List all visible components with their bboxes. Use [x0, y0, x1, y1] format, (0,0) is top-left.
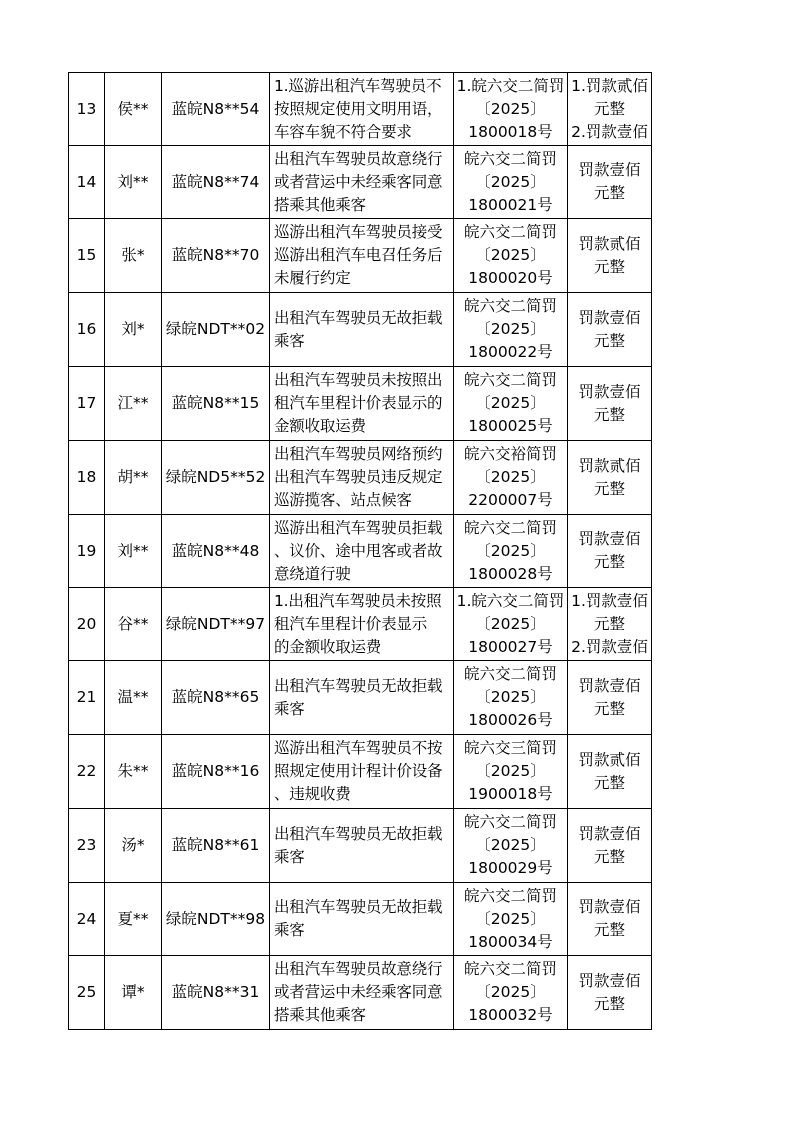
penalty-doc-number	[454, 73, 568, 146]
violation-fact-line: 巡游揽客、站点候客	[274, 491, 412, 509]
penalty-result-line: 元整	[593, 773, 625, 792]
violation-fact-line: 1.出租汽车驾驶员未按照	[274, 591, 442, 610]
penalty-doc-number	[454, 661, 568, 735]
violation-fact-lines	[274, 896, 453, 942]
penalty-doc-number-line: 皖六交二简罚	[463, 149, 557, 168]
penalty-result-line: 元整	[593, 994, 625, 1013]
penalty-doc-number-line: 1800026号	[468, 711, 553, 729]
penalty-doc-number-line: 1800020号	[468, 269, 553, 287]
penalty-result-lines	[568, 675, 651, 721]
penalty-result-line: 罚款壹佰	[578, 161, 641, 179]
plate-number: 蓝皖N8**31	[162, 956, 270, 1030]
penalty-doc-number-line: 〔2025〕	[475, 320, 546, 338]
violation-fact-lines	[274, 75, 453, 144]
penalty-doc-number-lines	[454, 443, 567, 512]
penalty-result-line: 罚款壹佰	[578, 971, 641, 990]
violation-fact-lines	[274, 737, 453, 806]
penalty-result-lines	[568, 307, 651, 353]
violation-fact	[270, 588, 454, 661]
row-number: 15	[69, 219, 105, 293]
penalty-doc-number-line: 皖六交二简罚	[463, 223, 557, 241]
penalty-result	[568, 293, 652, 367]
penalty-result	[568, 588, 652, 661]
penalty-doc-number-line: 〔2025〕	[475, 909, 546, 928]
driver-name: 刘**	[105, 515, 162, 588]
table-body	[69, 73, 652, 1030]
driver-name: 谷**	[105, 588, 162, 661]
violation-fact-line: 巡游出租汽车驾驶员拒载	[274, 518, 443, 537]
penalty-doc-number-line: 〔2025〕	[475, 762, 546, 780]
table-row	[69, 441, 652, 515]
penalty-result	[568, 661, 652, 735]
row-number: 24	[69, 883, 105, 956]
penalty-doc-number-line: 皖六交二简罚	[463, 960, 557, 978]
row-number: 19	[69, 515, 105, 588]
penalty-doc-number-lines	[454, 369, 567, 438]
penalty-doc-number-lines	[454, 148, 567, 217]
penalty-result	[568, 883, 652, 956]
penalty-result	[568, 146, 652, 219]
penalty-doc-number-line: 1800034号	[468, 932, 553, 951]
penalty-doc-number-line: 皖六交二简罚	[463, 297, 557, 315]
table-row	[69, 956, 652, 1030]
penalty-doc-number-lines	[454, 737, 567, 806]
penalty-doc-number	[454, 956, 568, 1030]
penalty-doc-number-line: 〔2025〕	[475, 541, 546, 560]
penalty-doc-number-lines	[454, 590, 567, 659]
driver-name: 刘*	[105, 293, 162, 367]
penalty-doc-number-line: 皖六交二简罚	[463, 371, 557, 389]
violation-fact-line: 车容车貌不符合要求	[274, 122, 412, 141]
violation-fact-line: 搭乘其他乘客	[274, 1006, 366, 1024]
violation-fact	[270, 219, 454, 293]
driver-name: 胡**	[105, 441, 162, 515]
penalty-doc-number-line: 1800025号	[468, 417, 553, 435]
penalty-result-line: 元整	[593, 921, 625, 939]
plate-number: 蓝皖N8**54	[162, 73, 270, 146]
row-number: 18	[69, 441, 105, 515]
violation-fact-line: 出租汽车驾驶员无故拒载	[274, 824, 443, 843]
driver-name: 温**	[105, 661, 162, 735]
violation-fact	[270, 883, 454, 956]
penalty-doc-number	[454, 441, 568, 515]
violation-fact-line: 意绕道行驶	[274, 564, 351, 583]
violation-fact-line: 出租汽车驾驶员网络预约	[274, 445, 443, 463]
penalty-doc-number-line: 2200007号	[468, 491, 553, 509]
violation-fact-line: 出租汽车驾驶员无故拒载	[274, 898, 443, 916]
violation-fact-line: 出租汽车驾驶员违反规定	[274, 468, 443, 486]
violation-fact-lines	[274, 369, 453, 438]
penalty-result-line: 罚款贰佰	[578, 456, 641, 475]
penalty-result-line: 罚款贰佰	[578, 234, 641, 253]
penalty-doc-number-line: 1.皖六交二简罚	[456, 76, 565, 95]
penalty-doc-number	[454, 883, 568, 956]
penalty-doc-number-lines	[454, 221, 567, 290]
plate-number: 蓝皖N8**48	[162, 515, 270, 588]
violation-fact-line: 未履行约定	[274, 269, 351, 287]
violation-fact-line: 巡游出租汽车驾驶员不按	[274, 739, 443, 757]
penalty-result	[568, 219, 652, 293]
violation-fact	[270, 293, 454, 367]
plate-number: 蓝皖N8**16	[162, 735, 270, 809]
violation-fact-line: 或者营运中未经乘客同意	[274, 983, 443, 1001]
violation-fact-line: 的金额收取运费	[274, 637, 382, 656]
row-number: 25	[69, 956, 105, 1030]
violation-fact-line: 租汽车里程计价表显示的	[274, 394, 443, 412]
penalty-result-line: 罚款壹佰	[578, 382, 641, 401]
violation-fact-line: 巡游出租汽车驾驶员接受	[274, 223, 443, 241]
penalty-doc-number-line: 〔2025〕	[475, 983, 546, 1001]
row-number: 16	[69, 293, 105, 367]
violation-fact-line: 、议价、途中甩客或者故	[274, 541, 443, 560]
violation-fact-line: 出租汽车驾驶员未按照出	[274, 371, 443, 389]
penalty-result-line: 2.罚款壹佰	[571, 637, 648, 656]
violation-fact	[270, 809, 454, 883]
driver-name: 夏**	[105, 883, 162, 956]
penalty-result-line: 罚款壹佰	[578, 308, 641, 327]
plate-number: 绿皖ND5**52	[162, 441, 270, 515]
violation-fact-lines	[274, 148, 453, 217]
penalty-doc-number-lines	[454, 295, 567, 364]
penalty-result-line: 1.罚款贰佰	[571, 76, 648, 95]
penalty-doc-number-line: 1800022号	[468, 343, 553, 361]
penalty-result-lines	[568, 528, 651, 574]
penalty-result-lines	[568, 823, 651, 869]
penalty-doc-number-line: 1.皖六交二简罚	[456, 591, 565, 610]
penalty-result	[568, 367, 652, 441]
plate-number: 绿皖NDT**02	[162, 293, 270, 367]
driver-name: 刘**	[105, 146, 162, 219]
penalty-doc-number-line: 1800028号	[468, 564, 553, 583]
penalty-table	[68, 72, 652, 1030]
penalty-result-line: 罚款贰佰	[578, 750, 641, 769]
penalty-doc-number	[454, 146, 568, 219]
penalty-result-line: 元整	[593, 847, 625, 866]
violation-fact	[270, 73, 454, 146]
violation-fact	[270, 441, 454, 515]
penalty-doc-number-line: 〔2025〕	[475, 172, 546, 191]
penalty-result-lines	[568, 970, 651, 1016]
penalty-doc-number-line: 1800018号	[468, 122, 553, 141]
plate-number: 蓝皖N8**61	[162, 809, 270, 883]
penalty-doc-number-lines	[454, 958, 567, 1027]
penalty-doc-number	[454, 735, 568, 809]
driver-name: 汤*	[105, 809, 162, 883]
table-row	[69, 146, 652, 219]
violation-fact-line: 乘客	[274, 921, 305, 939]
plate-number: 蓝皖N8**70	[162, 219, 270, 293]
penalty-doc-number-line: 皖六交二简罚	[463, 813, 557, 831]
violation-fact-line: 出租汽车驾驶员无故拒载	[274, 676, 443, 695]
penalty-result-lines	[568, 75, 651, 144]
penalty-result-lines	[568, 381, 651, 427]
violation-fact-line: 租汽车里程计价表显示	[274, 614, 428, 633]
penalty-result-line: 2.罚款壹佰	[571, 122, 648, 141]
penalty-result	[568, 809, 652, 883]
penalty-doc-number-line: 皖六交裕简罚	[463, 445, 557, 463]
penalty-doc-number-lines	[454, 885, 567, 954]
penalty-doc-number-line: 皖六交二简罚	[463, 665, 557, 683]
penalty-result	[568, 956, 652, 1030]
penalty-result-line: 元整	[593, 405, 625, 424]
violation-fact-lines	[274, 823, 453, 869]
row-number: 17	[69, 367, 105, 441]
penalty-result-line: 元整	[593, 257, 625, 276]
violation-fact-line: 按照规定使用文明用语，	[274, 99, 443, 118]
driver-name: 谭*	[105, 956, 162, 1030]
plate-number: 绿皖NDT**98	[162, 883, 270, 956]
penalty-doc-number-line: 〔2025〕	[475, 394, 546, 412]
penalty-result-lines	[568, 896, 651, 942]
plate-number: 蓝皖N8**74	[162, 146, 270, 219]
violation-fact-lines	[274, 221, 453, 290]
penalty-doc-number	[454, 219, 568, 293]
row-number: 13	[69, 73, 105, 146]
penalty-result-line: 元整	[593, 331, 625, 350]
penalty-result-line: 元整	[593, 699, 625, 718]
violation-fact-line: 照规定使用计程计价设备	[274, 762, 443, 780]
penalty-result-lines	[568, 749, 651, 795]
penalty-result-line: 元整	[593, 614, 625, 633]
penalty-doc-number-line: 皖六交二简罚	[463, 518, 557, 537]
penalty-result-line: 1.罚款壹佰	[571, 591, 648, 610]
violation-fact-line: 巡游出租汽车电召任务后	[274, 246, 443, 264]
penalty-doc-number-lines	[454, 517, 567, 586]
violation-fact-line: 金额收取运费	[274, 417, 366, 435]
penalty-doc-number-line: 1900018号	[468, 785, 553, 803]
penalty-result-line: 元整	[593, 553, 625, 571]
violation-fact	[270, 956, 454, 1030]
violation-fact-lines	[274, 958, 453, 1027]
penalty-doc-number	[454, 293, 568, 367]
penalty-result-lines	[568, 590, 651, 659]
violation-fact	[270, 515, 454, 588]
table-row	[69, 73, 652, 146]
table-row	[69, 367, 652, 441]
penalty-result-line: 罚款壹佰	[578, 676, 641, 695]
table-row	[69, 293, 652, 367]
penalty-doc-number-line: 皖六交二简罚	[463, 886, 557, 905]
violation-fact-lines	[274, 443, 453, 512]
penalty-doc-number-line: 〔2025〕	[475, 688, 546, 706]
penalty-doc-number-line: 1800027号	[468, 637, 553, 656]
table-row	[69, 515, 652, 588]
table-row	[69, 661, 652, 735]
table-row	[69, 883, 652, 956]
penalty-result-lines	[568, 159, 651, 205]
table-row	[69, 735, 652, 809]
driver-name: 张*	[105, 219, 162, 293]
violation-fact-line: 出租汽车驾驶员故意绕行	[274, 149, 443, 168]
plate-number: 绿皖NDT**97	[162, 588, 270, 661]
violation-fact	[270, 146, 454, 219]
plate-number: 蓝皖N8**65	[162, 661, 270, 735]
penalty-result-line: 元整	[593, 184, 625, 202]
penalty-doc-number-line: 〔2025〕	[475, 836, 546, 854]
penalty-result	[568, 735, 652, 809]
penalty-doc-number	[454, 809, 568, 883]
violation-fact-line: 或者营运中未经乘客同意	[274, 172, 443, 191]
penalty-result	[568, 441, 652, 515]
violation-fact-line: 1.巡游出租汽车驾驶员不	[274, 76, 442, 95]
penalty-result-line: 罚款壹佰	[578, 898, 641, 916]
penalty-doc-number	[454, 588, 568, 661]
driver-name: 侯**	[105, 73, 162, 146]
penalty-doc-number-line: 〔2025〕	[475, 99, 546, 118]
violation-fact-line: 出租汽车驾驶员故意绕行	[274, 960, 443, 978]
violation-fact-lines	[274, 307, 453, 353]
violation-fact-line: 出租汽车驾驶员无故拒载	[274, 308, 443, 327]
penalty-doc-number-line: 皖六交三简罚	[463, 739, 557, 757]
row-number: 21	[69, 661, 105, 735]
penalty-doc-number-lines	[454, 811, 567, 880]
violation-fact	[270, 367, 454, 441]
penalty-doc-number-lines	[454, 75, 567, 144]
penalty-result-line: 罚款壹佰	[578, 530, 641, 548]
plate-number: 蓝皖N8**15	[162, 367, 270, 441]
violation-fact-line: 、违规收费	[274, 785, 351, 803]
penalty-doc-number	[454, 515, 568, 588]
row-number: 14	[69, 146, 105, 219]
penalty-result-lines	[568, 455, 651, 501]
penalty-result-line: 元整	[593, 479, 625, 498]
driver-name: 江**	[105, 367, 162, 441]
penalty-doc-number-line: 〔2025〕	[475, 468, 546, 486]
violation-fact-lines	[274, 517, 453, 586]
violation-fact-line: 乘客	[274, 699, 305, 718]
violation-fact-line: 搭乘其他乘客	[274, 195, 366, 214]
penalty-doc-number-line: 〔2025〕	[475, 246, 546, 264]
penalty-result-line: 元整	[593, 99, 625, 118]
penalty-result-lines	[568, 233, 651, 279]
penalty-doc-number	[454, 367, 568, 441]
penalty-doc-number-line: 1800029号	[468, 859, 553, 877]
row-number: 22	[69, 735, 105, 809]
violation-fact-lines	[274, 675, 453, 721]
row-number: 23	[69, 809, 105, 883]
penalty-doc-number-lines	[454, 663, 567, 732]
table-row	[69, 588, 652, 661]
penalty-result	[568, 73, 652, 146]
penalty-doc-number-line: 1800032号	[468, 1006, 553, 1024]
table-row	[69, 219, 652, 293]
row-number: 20	[69, 588, 105, 661]
violation-fact	[270, 661, 454, 735]
violation-fact-lines	[274, 590, 453, 659]
penalty-result	[568, 515, 652, 588]
penalty-result-line: 罚款壹佰	[578, 824, 641, 843]
penalty-doc-number-line: 1800021号	[468, 195, 553, 214]
violation-fact	[270, 735, 454, 809]
penalty-doc-number-line: 〔2025〕	[475, 614, 546, 633]
violation-fact-line: 乘客	[274, 847, 305, 866]
driver-name: 朱**	[105, 735, 162, 809]
violation-fact-line: 乘客	[274, 331, 305, 350]
table-row	[69, 809, 652, 883]
